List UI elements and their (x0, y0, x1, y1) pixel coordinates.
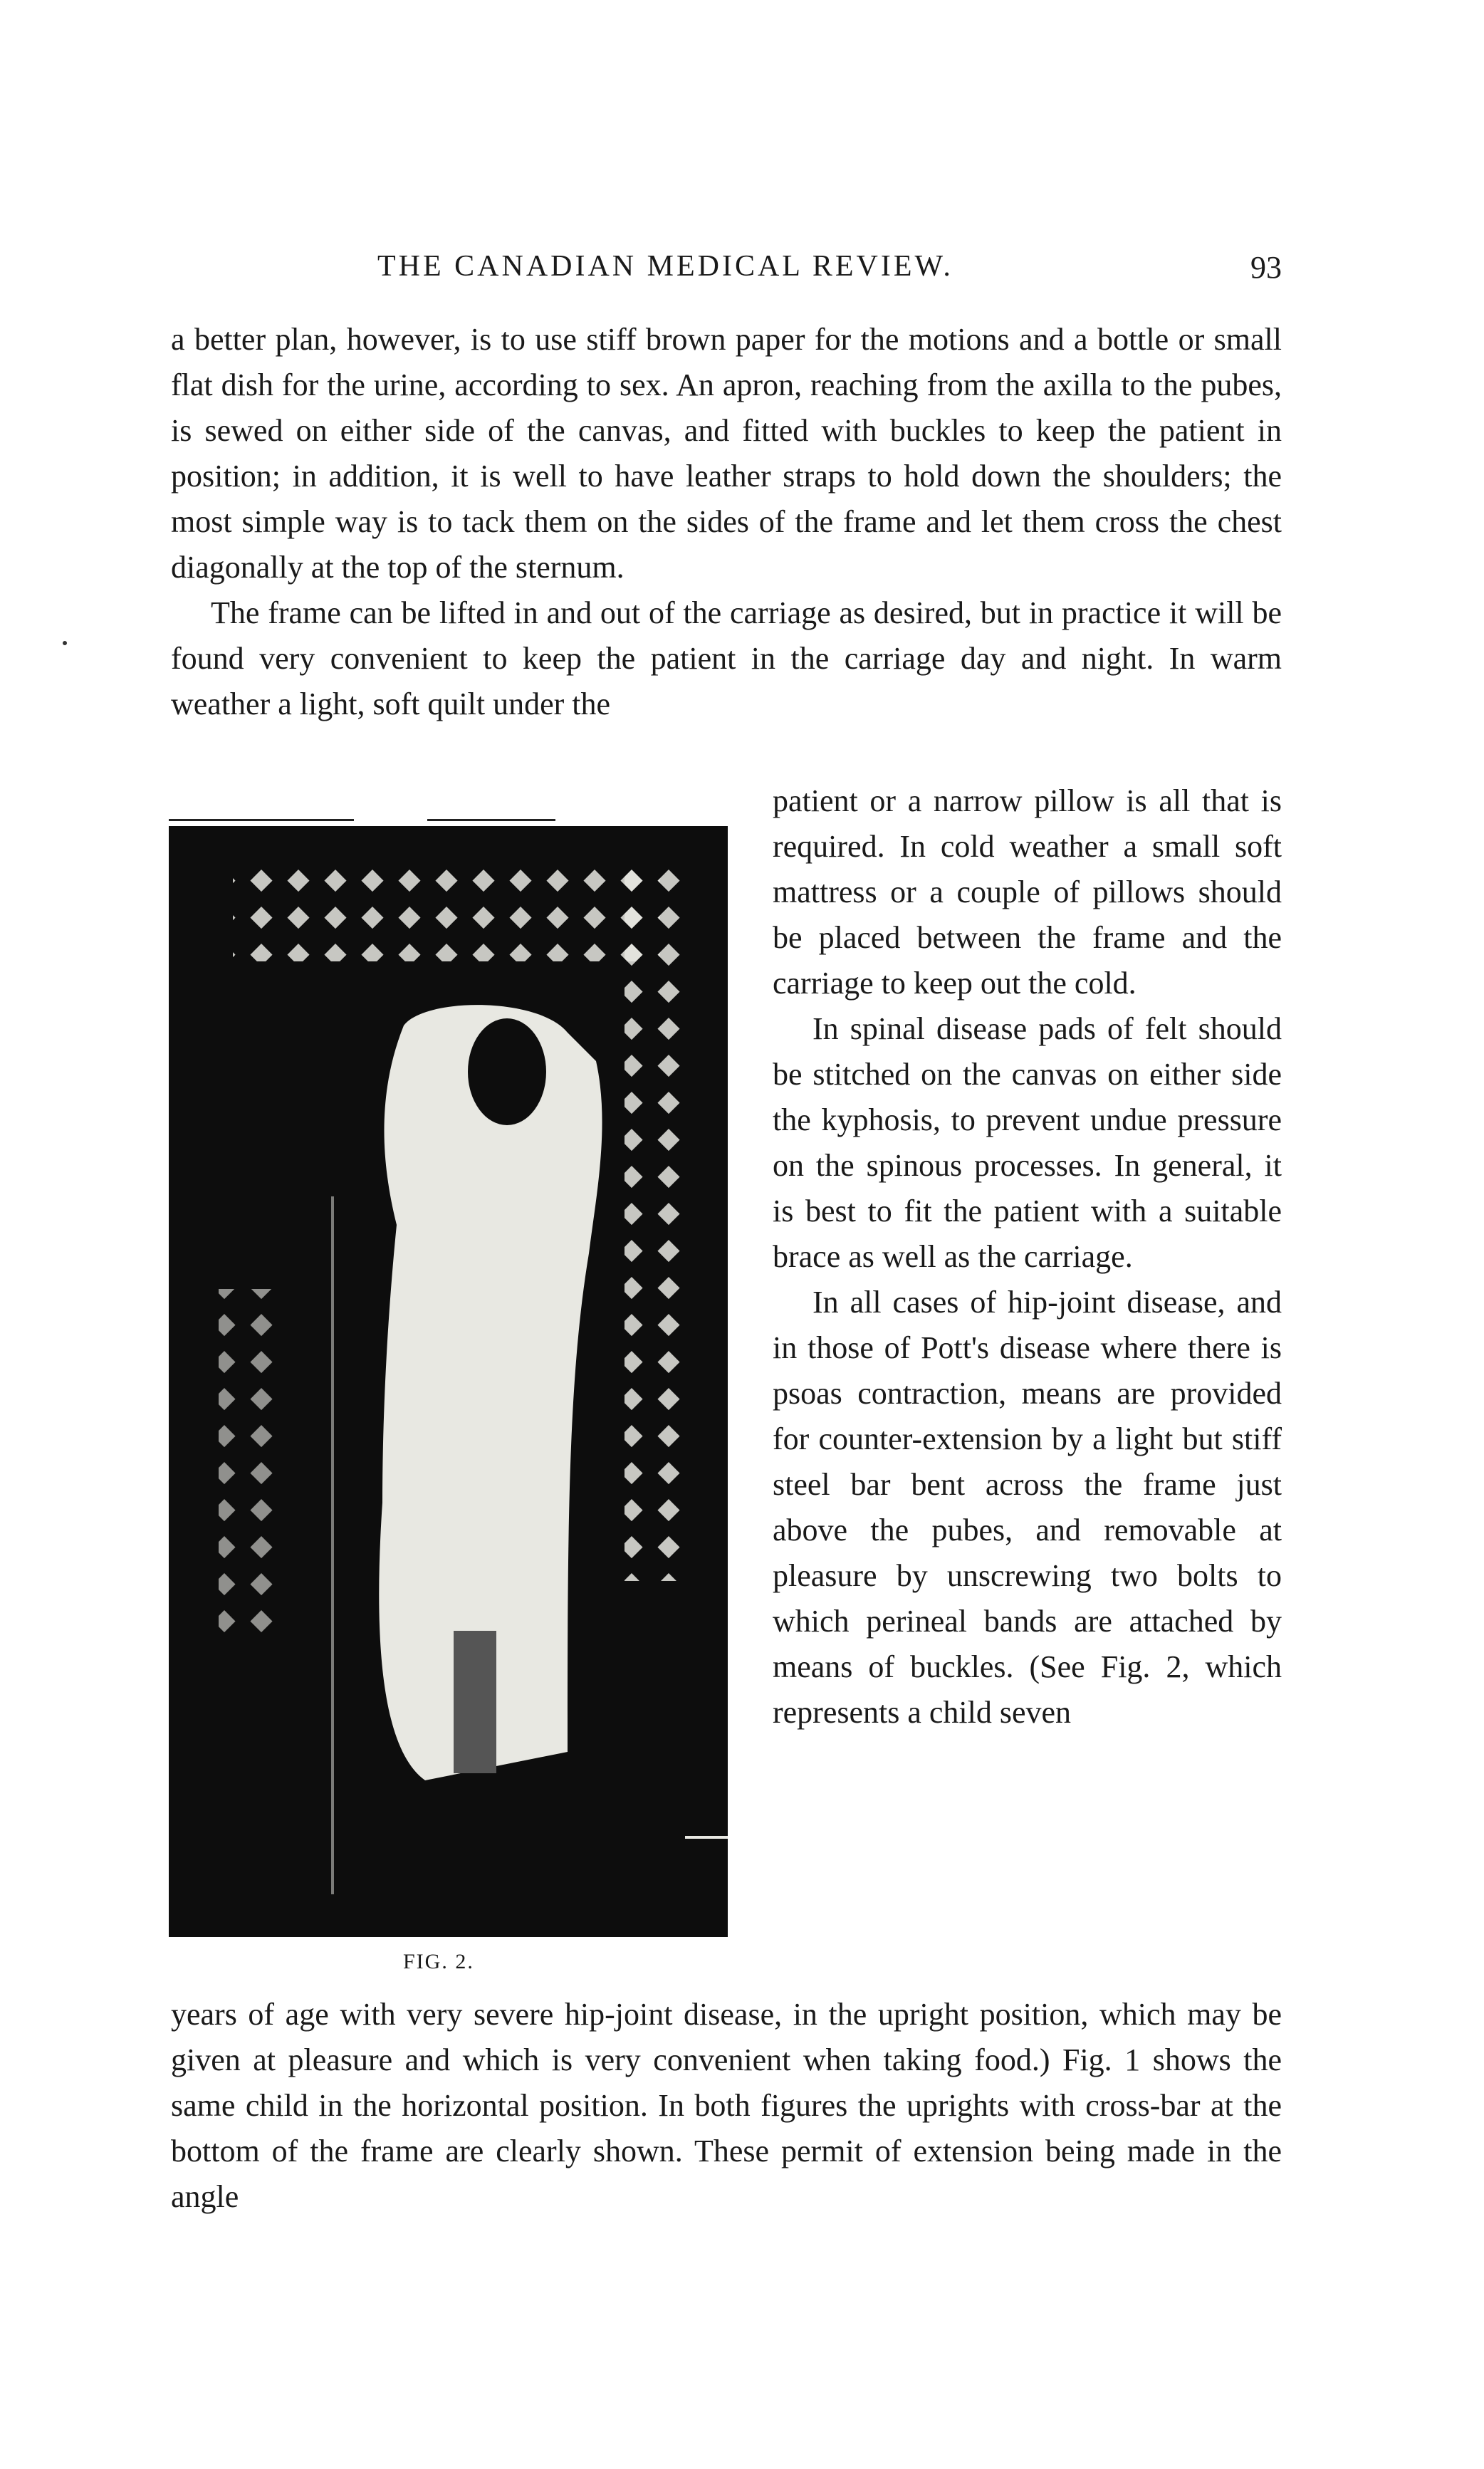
paragraph-1: a better plan, however, is to use stiff brown paper for the motions and a bottle or small flat dish for the urine, according to sex. An apron, reaching from the axilla to the pubes, is sewed on either side of the canvas, and fitted with buckles to keep the patient in position; in addition, it is well to have leather straps to hold down the shoulders; the most simple way is to tack them on the sides of the frame and let them cross the chest diagonally at the top of the sternum. (171, 322, 1282, 585)
lattice-top (233, 855, 660, 961)
figure-top-rule-right (427, 819, 555, 821)
lattice-right (625, 869, 689, 1581)
figure-top-rule-left (169, 819, 354, 821)
text-block-side (773, 778, 1282, 1735)
text-block-top (171, 317, 1282, 727)
journal-title: THE CANADIAN MEDICAL REVIEW. (377, 250, 953, 283)
child-in-frame-illustration (169, 826, 728, 1937)
frame-upright (454, 1631, 496, 1773)
child-head (468, 1018, 546, 1125)
figure-caption: FIG. 2. (403, 1950, 474, 1973)
paragraph-2-continued: patient or a narrow pillow is all that is required. In cold weather a small soft mattress or a couple of pillows should be placed between the frame and the carriage to keep out the cold. (773, 783, 1282, 1001)
paragraph-4-start: In all cases of hip-joint disease, and in those of Pott's disease where there is psoas contraction, means are provided for counter-extension by a light but stiff steel bar bent across the frame just above the pubes, and removable at pleasure by unscrewing two bolts to which perineal bands are attached by means of buckles. (See Fig. 2, which represents a child seven (773, 1285, 1282, 1730)
paragraph-3: In spinal disease pads of felt should be stitched on the canvas on either side the kyphosis, to prevent undue pressure on the spinous processes. In general, it is best to fit the patient with a suitable brace as well as the carriage. (773, 1011, 1282, 1274)
paragraph-4-continued: years of age with very severe hip-joint disease, in the upright position, which may be given at pleasure and which is very convenient when taking food.) Fig. 1 shows the same child in the horizontal position. In both figures the uprights with cross-bar at the bottom of the frame are clearly shown. These permit of extension being made in the angle (171, 1997, 1282, 2214)
paragraph-2-start: The frame can be lifted in and out of the carriage as desired, but in practice it will be found very convenient to keep the patient in the carriage day and night. In warm weather a light, soft quilt under the (171, 595, 1282, 721)
margin-speck (63, 641, 67, 645)
text-block-bottom (171, 1992, 1282, 2220)
lattice-left (219, 1289, 283, 1645)
running-head (171, 249, 1282, 299)
page-number: 93 (1250, 250, 1282, 285)
figure-2-photograph (169, 826, 728, 1937)
